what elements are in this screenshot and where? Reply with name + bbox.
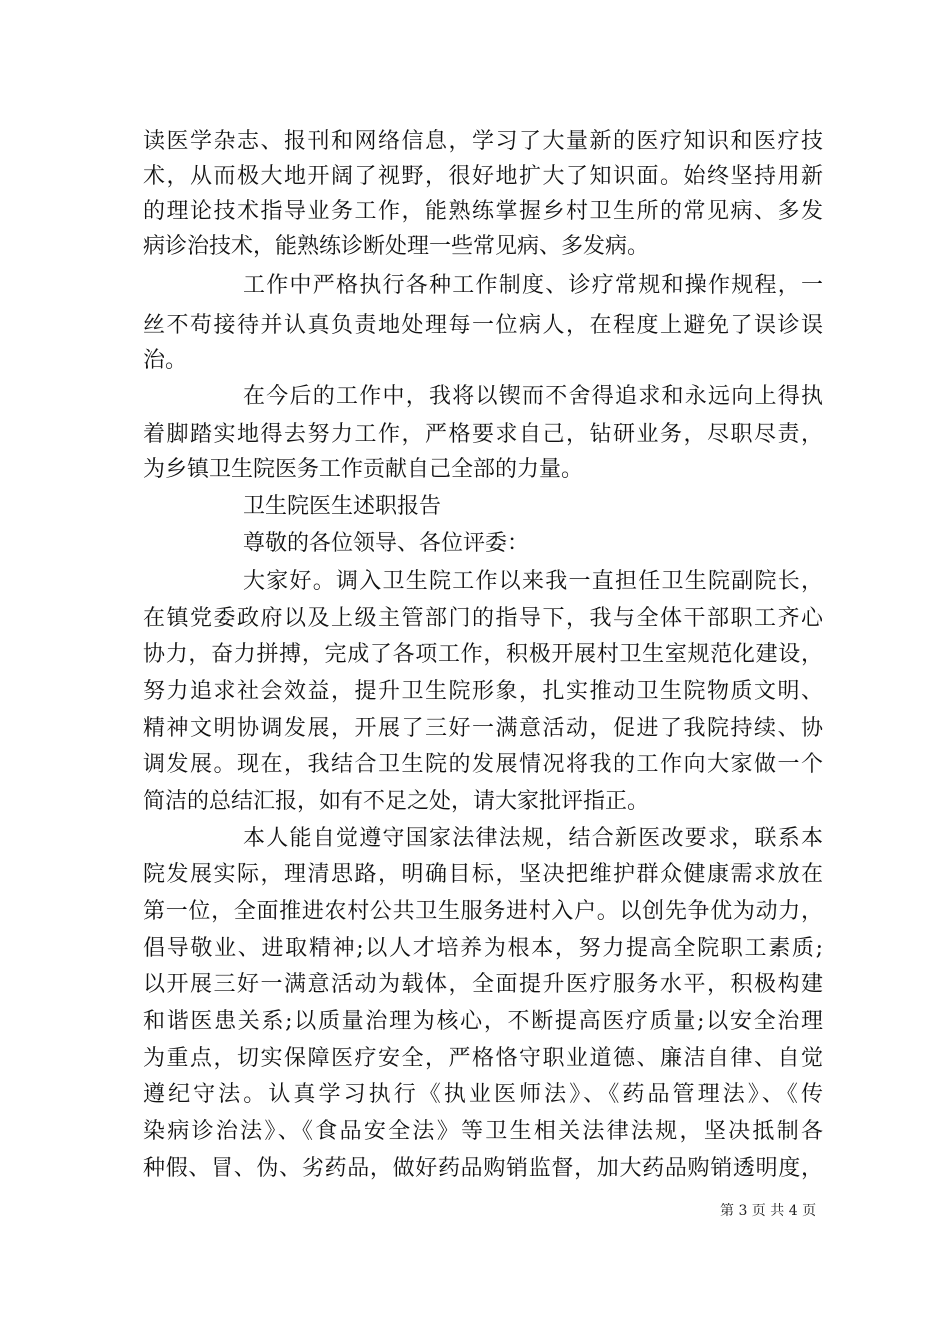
text-line: 着脚踏实地得去努力工作，严格要求自己，钻研业务，尽职尽责， — [143, 422, 823, 447]
page-number: 第 3 页 共 4 页 — [720, 1203, 817, 1219]
paragraph-start: 工作中严格执行各种工作制度、诊疗常规和操作规程，一 — [243, 273, 823, 298]
text-line: 的理论技术指导业务工作，能熟练掌握乡村卫生所的常见病、多发 — [143, 199, 823, 224]
text-line: 协力，奋力拼搏，完成了各项工作，积极开展村卫生室规范化建设， — [143, 642, 823, 667]
text-line: 遵纪守法。认真学习执行《执业医师法》、《药品管理法》、《传 — [143, 1082, 823, 1107]
paragraph-start: 在今后的工作中，我将以锲而不舍得追求和永远向上得执 — [243, 384, 823, 409]
text-line: 种假、冒、伪、劣药品，做好药品购销监督，加大药品购销透明度， — [143, 1156, 823, 1181]
text-line: 以开展三好一满意活动为载体，全面提升医疗服务水平，积极构建 — [143, 972, 823, 997]
text-line: 调发展。现在，我结合卫生院的发展情况将我的工作向大家做一个 — [143, 752, 823, 777]
text-line: 为乡镇卫生院医务工作贡献自己全部的力量。 — [143, 457, 584, 482]
text-line: 染病诊治法》、《食品安全法》等卫生相关法律法规，坚决抵制各 — [143, 1119, 823, 1144]
report-title: 卫生院医生述职报告 — [243, 494, 442, 519]
text-line: 为重点，切实保障医疗安全，严格恪守职业道德、廉洁自律、自觉 — [143, 1046, 823, 1071]
text-line: 简洁的总结汇报，如有不足之处，请大家批评指正。 — [143, 789, 650, 814]
text-line: 精神文明协调发展，开展了三好一满意活动，促进了我院持续、协 — [143, 716, 823, 741]
text-line: 读医学杂志、报刊和网络信息，学习了大量新的医疗知识和医疗技 — [143, 129, 823, 154]
text-line: 努力追求社会效益，提升卫生院形象，扎实推动卫生院物质文明、 — [143, 679, 823, 704]
salutation: 尊敬的各位领导、各位评委： — [243, 531, 530, 556]
text-line: 病诊治技术，能熟练诊断处理一些常见病、多发病。 — [143, 234, 650, 259]
text-line: 和谐医患关系;以质量治理为核心，不断提高医疗质量;以安全治理 — [143, 1009, 823, 1034]
text-line: 术，从而极大地开阔了视野，很好地扩大了知识面。始终坚持用新 — [143, 164, 823, 189]
text-line: 院发展实际，理清思路，明确目标，坚决把维护群众健康需求放在 — [143, 862, 823, 887]
text-line: 在镇党委政府以及上级主管部门的指导下，我与全体干部职工齐心 — [143, 606, 823, 631]
text-line: 倡导敬业、进取精神;以人才培养为根本，努力提高全院职工素质; — [143, 936, 823, 961]
paragraph-start: 大家好。调入卫生院工作以来我一直担任卫生院副院长， — [243, 569, 823, 594]
text-line: 丝不苟接待并认真负责地处理每一位病人，在程度上避免了误诊误 — [143, 313, 823, 338]
text-line: 第一位，全面推进农村公共卫生服务进村入户。以创先争优为动力， — [143, 899, 823, 924]
text-line: 治。 — [143, 348, 188, 373]
paragraph-start: 本人能自觉遵守国家法律法规，结合新医改要求，联系本 — [243, 826, 823, 851]
